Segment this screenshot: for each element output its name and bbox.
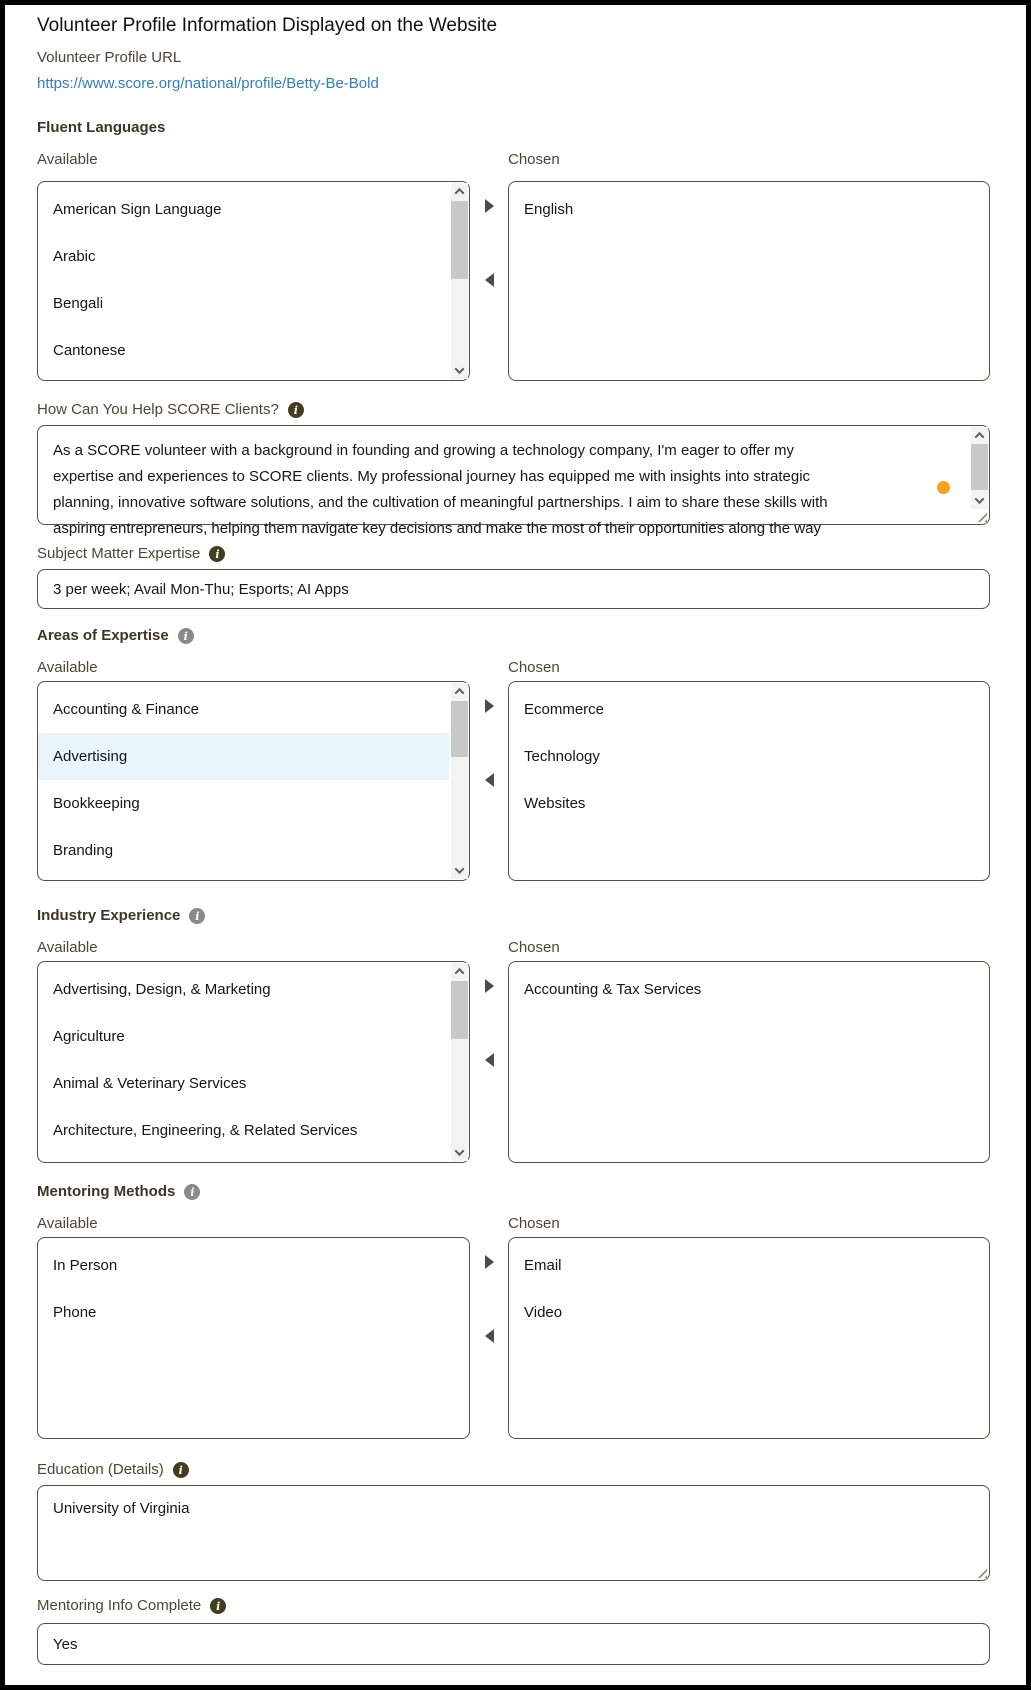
fluent-languages-available-listbox[interactable] (37, 181, 470, 381)
list-item[interactable]: Accounting & Tax Services (524, 981, 702, 998)
chosen-label: Chosen (508, 939, 560, 956)
scroll-up-icon[interactable] (971, 427, 988, 444)
list-item[interactable]: Accounting & Finance (53, 701, 199, 718)
chosen-label: Chosen (508, 151, 560, 168)
scroll-thumb[interactable] (451, 201, 468, 279)
mentoring-info-complete-input[interactable] (37, 1623, 990, 1665)
info-icon[interactable] (209, 546, 225, 562)
fluent-languages-chosen-listbox[interactable] (508, 181, 990, 381)
list-item[interactable]: Agriculture (53, 1028, 125, 1045)
list-item[interactable]: Cantonese (53, 342, 126, 359)
list-item[interactable]: Websites (524, 795, 586, 812)
list-item[interactable]: Advertising (38, 733, 449, 780)
list-item[interactable]: Email (524, 1257, 562, 1274)
scrollbar[interactable] (451, 183, 468, 379)
how-help-text-line: As a SCORE volunteer with a background in founding and growing a technology company, I'm eager to offer my (53, 442, 795, 459)
orange-status-dot[interactable] (937, 481, 950, 494)
areas-of-expertise-available-listbox[interactable] (37, 681, 470, 881)
fluent-languages-heading: Fluent Languages (37, 119, 166, 136)
mentoring-methods-chosen-listbox[interactable] (508, 1237, 990, 1439)
chosen-label: Chosen (508, 659, 560, 676)
scroll-thumb[interactable] (451, 981, 468, 1039)
how-help-label: How Can You Help SCORE Clients? (37, 401, 279, 418)
list-item[interactable]: In Person (53, 1257, 118, 1274)
available-label: Available (37, 659, 98, 676)
move-left-button[interactable] (485, 273, 494, 287)
scroll-up-icon[interactable] (451, 683, 468, 700)
scroll-down-icon[interactable] (451, 362, 468, 379)
list-item[interactable]: American Sign Language (53, 201, 222, 218)
info-icon[interactable] (178, 628, 194, 644)
subject-matter-label-row (37, 545, 990, 563)
subject-matter-label: Subject Matter Expertise (37, 545, 201, 562)
volunteer-profile-url-link[interactable]: https://www.score.org/national/profile/Betty-Be-Bold (37, 75, 379, 92)
scrollbar[interactable] (451, 683, 468, 879)
areas-of-expertise-heading: Areas of Expertise (37, 627, 169, 644)
list-item[interactable]: Architecture, Engineering, & Related Services (53, 1122, 358, 1139)
scrollbar[interactable] (451, 963, 468, 1161)
list-item[interactable]: Bookkeeping (53, 795, 140, 812)
move-right-button[interactable] (485, 699, 494, 713)
areas-of-expertise-chosen-listbox[interactable] (508, 681, 990, 881)
industry-experience-available-listbox[interactable] (37, 961, 470, 1163)
mentoring-methods-available-listbox[interactable] (37, 1237, 470, 1439)
resize-handle[interactable] (974, 1565, 987, 1578)
list-item[interactable]: Bengali (53, 295, 104, 312)
list-item[interactable]: Phone (53, 1304, 97, 1321)
info-icon[interactable] (173, 1462, 189, 1478)
industry-experience-heading: Industry Experience (37, 907, 181, 924)
list-item[interactable]: Ecommerce (524, 701, 605, 718)
info-icon[interactable] (189, 908, 205, 924)
page-title: Volunteer Profile Information Displayed on the Website (37, 15, 498, 36)
scroll-thumb[interactable] (971, 444, 988, 490)
mentoring-info-complete-label: Mentoring Info Complete (37, 1597, 202, 1614)
move-right-button[interactable] (485, 1255, 494, 1269)
subject-matter-input[interactable] (37, 569, 990, 609)
info-icon[interactable] (184, 1184, 200, 1200)
scroll-up-icon[interactable] (451, 183, 468, 200)
how-help-text-line: planning, innovative software solutions, and the cultivation of meaningful partnerships. I aim to share these skills with (53, 494, 828, 511)
areas-of-expertise-heading-row (37, 627, 990, 645)
scroll-thumb[interactable] (451, 701, 468, 757)
move-left-button[interactable] (485, 1053, 494, 1067)
info-icon[interactable] (210, 1598, 226, 1614)
move-right-button[interactable] (485, 979, 494, 993)
list-item[interactable]: English (524, 201, 574, 218)
how-help-textarea[interactable] (37, 425, 990, 537)
list-item[interactable]: Branding (53, 842, 114, 859)
scroll-up-icon[interactable] (451, 963, 468, 980)
move-right-button[interactable] (485, 199, 494, 213)
available-label: Available (37, 939, 98, 956)
industry-experience-heading-row (37, 907, 990, 925)
mentoring-methods-heading-row (37, 1183, 990, 1201)
available-label: Available (37, 151, 98, 168)
list-item[interactable]: Video (524, 1304, 563, 1321)
how-help-label-row (37, 401, 990, 419)
mentoring-info-complete-label-row (37, 1597, 990, 1615)
info-icon[interactable] (288, 402, 304, 418)
how-help-text-line-clipped: aspiring entrepreneurs, helping them navigate key decisions and make the most of their opportunities along the way (53, 520, 821, 537)
education-value: University of Virginia (53, 1500, 190, 1517)
industry-experience-chosen-listbox[interactable] (508, 961, 990, 1163)
list-item[interactable]: Advertising, Design, & Marketing (53, 981, 271, 998)
education-label-row (37, 1461, 990, 1479)
available-label: Available (37, 1215, 98, 1232)
chosen-label: Chosen (508, 1215, 560, 1232)
education-label: Education (Details) (37, 1461, 164, 1478)
scroll-down-icon[interactable] (451, 1144, 468, 1161)
mentoring-methods-heading: Mentoring Methods (37, 1183, 176, 1200)
education-textarea[interactable] (37, 1485, 990, 1581)
move-left-button[interactable] (485, 773, 494, 787)
how-help-text-line: expertise and experiences to SCORE clients. My professional journey has equipped me with insights into strategic (53, 468, 811, 485)
scroll-down-icon[interactable] (451, 862, 468, 879)
list-item[interactable]: Technology (524, 748, 600, 765)
volunteer-profile-url-label: Volunteer Profile URL (37, 49, 182, 66)
scrollbar[interactable] (971, 427, 988, 509)
list-item[interactable]: Animal & Veterinary Services (53, 1075, 247, 1092)
move-left-button[interactable] (485, 1329, 494, 1343)
list-item[interactable]: Arabic (53, 248, 96, 265)
scroll-down-icon[interactable] (971, 492, 988, 509)
